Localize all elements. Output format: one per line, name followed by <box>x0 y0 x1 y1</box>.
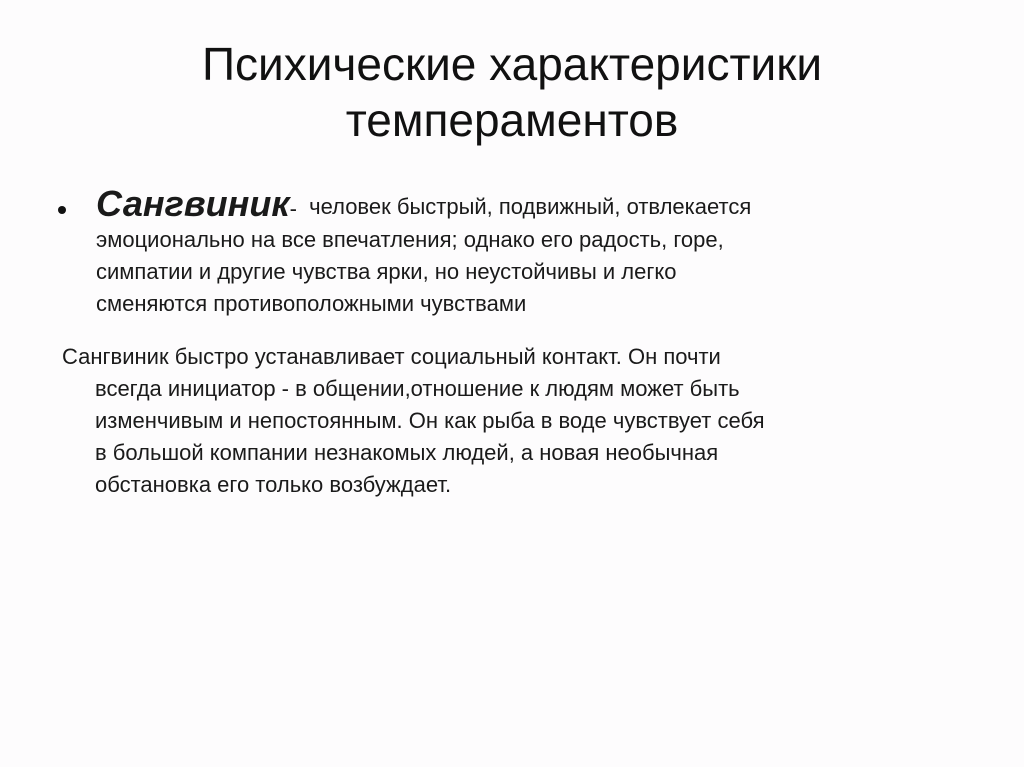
bullet-first-line-rest: человек быстрый, подвижный, отвлекается <box>296 194 752 219</box>
bullet-line: симпатии и другие чувства ярки, но неустойчивы и легко <box>96 259 677 284</box>
bullet-first-line <box>96 184 956 224</box>
title-line-1: Психические характеристики <box>201 38 823 90</box>
title-line-2: темпераментов <box>345 94 679 146</box>
slide-title <box>60 36 964 148</box>
term-dash: - <box>289 196 297 221</box>
paragraph-line: обстановка его только возбуждает. <box>95 472 452 497</box>
bullet-line: сменяются противоположными чувствами <box>96 291 527 316</box>
description-paragraph <box>62 341 962 501</box>
bullet-text <box>96 184 956 320</box>
term-sanguine: Сангвиник <box>96 183 290 224</box>
paragraph-line: всегда инициатор - в общении,отношение к людям может быть <box>95 376 740 401</box>
paragraph-line: изменчивым и непостоянным. Он как рыба в воде чувствует себя <box>95 408 765 433</box>
bullet-line: эмоционально на все впечатления; однако его радость, горе, <box>96 227 724 252</box>
paragraph-line: Сангвиник быстро устанавливает социальный контакт. Он почти <box>62 344 721 369</box>
paragraph-line: в большой компании незнакомых людей, а новая необычная <box>95 440 719 465</box>
bullet-dot-icon <box>58 206 66 214</box>
